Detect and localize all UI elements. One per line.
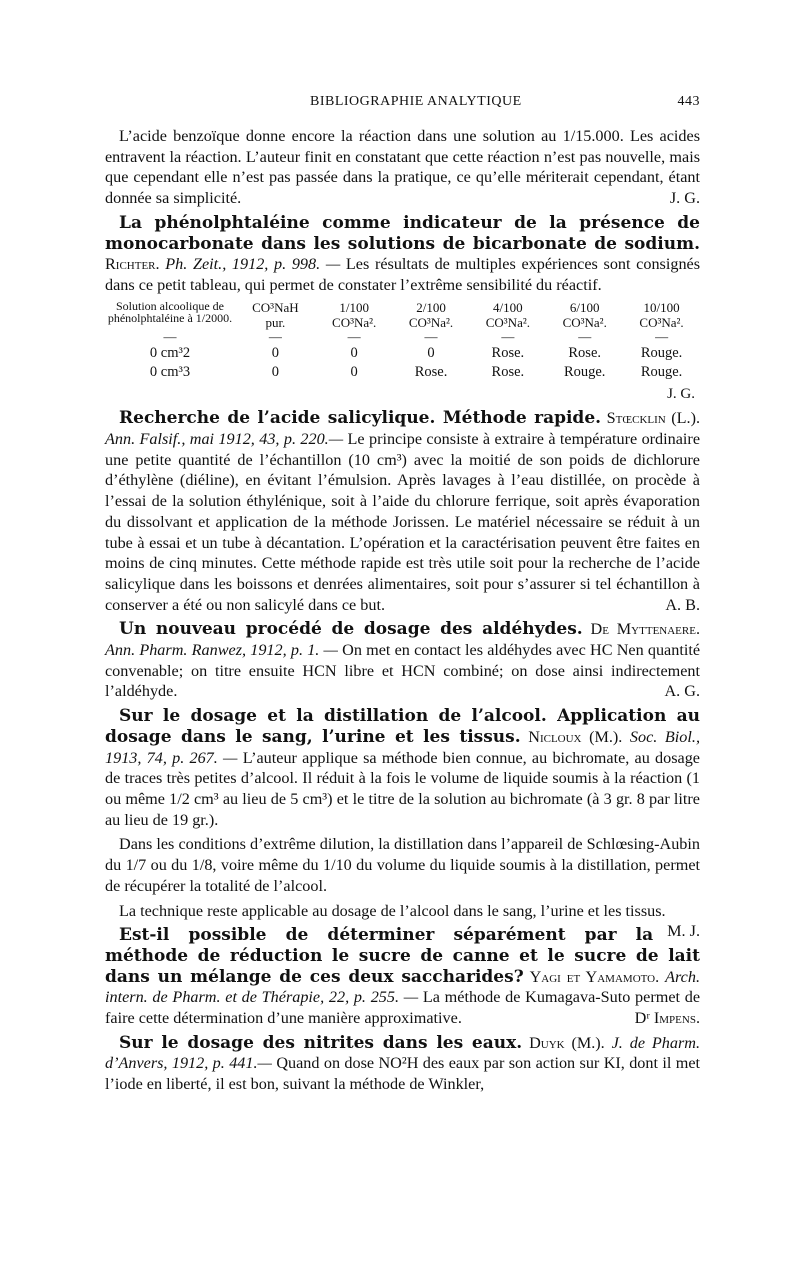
abstract-paragraph — [105, 925, 700, 1029]
table-cell: 0 — [271, 344, 279, 361]
table-cell: Rouge. — [640, 344, 683, 361]
abstract-paragraph — [105, 213, 700, 296]
abstract-reference: J. de Pharm. d’Anvers, 1912, p. 441.— — [105, 1033, 701, 1073]
abstract-paragraph — [105, 408, 700, 615]
table-cell: 0 — [350, 363, 358, 380]
abstract-title: Sur le dosage des nitrites dans les eaux. — [119, 1032, 523, 1053]
table-header-row-1 — [105, 300, 700, 315]
table-dash: — — [163, 328, 177, 344]
table-column-header: 4/100 — [493, 299, 523, 315]
abstract-signature: J. G. — [669, 189, 700, 208]
table-cell: Rose. — [491, 344, 525, 361]
page-body — [105, 126, 700, 1099]
abstract-title: Recherche de l’acide salicylique. Méthode rapide. — [119, 408, 602, 429]
abstract-paragraph — [105, 901, 700, 941]
table-column-header: 6/100 — [569, 299, 600, 315]
table-column-header: 2/100 — [416, 299, 446, 315]
page-number: 443 — [677, 94, 700, 109]
abstract-signature: M. J. — [667, 922, 700, 941]
table-dash: — — [578, 328, 592, 344]
table-cell: 0 cm³3 — [149, 363, 191, 380]
table-row — [105, 363, 700, 382]
table-dash-row — [105, 330, 700, 344]
table-cell: 0 — [427, 344, 435, 361]
abstract-author: Nicloux (M.). — [528, 727, 623, 746]
abstract-signature: A. G. — [664, 682, 700, 701]
abstract-author: Richter. — [105, 255, 160, 274]
abstract-signature: A. B. — [665, 595, 700, 614]
table-column-subheader: CO³Na². — [639, 314, 684, 330]
abstract-text: Le principe consiste à extraire à température ordinaire une petite quantité de l’échantillon (10 cm³) avec la moitié de son poids de dichlorure d’éthylène (diéline), en évitant l’émulsion. Après lavages à l’eau distillée, on procède à l’essai de la solution éthylénique, soit à l’aide du chlorure ferrique, soit après évaporation du dissolvant et application de la méthode Jorissen. Le matériel nécessaire se réduit à un tube à essai et un tube à décantation. L’opération et la caractérisation peuvent être faites en moins de cinq minutes. Cette méthode rapide est très utile soit pour la recherche de l’acide salicylique dans les boissons et denrées alimentaires, soit pour s’assurer si tel échantillon à conserver a été ou non salicylé dans ce but. — [105, 430, 701, 614]
abstract-author: Stœcklin (L.). — [606, 409, 701, 428]
table-cell: 0 — [271, 363, 279, 380]
abstract-paragraph — [105, 1033, 700, 1095]
table-cell: Rouge. — [563, 363, 606, 380]
abstract-reference: Ann. Falsif., mai 1912, 43, p. 220.— — [105, 430, 344, 449]
table-cell: 0 — [350, 344, 358, 361]
table-cell: Rouge. — [640, 363, 683, 380]
table-column-subheader: CO³Na². — [485, 314, 530, 330]
table-column-header: 1/100 — [339, 299, 369, 315]
table-dash: — — [424, 328, 438, 344]
abstract-reference: Ann. Pharm. Ranwez, 1912, p. 1. — — [105, 641, 338, 660]
abstract-text: La méthode de Kumagava-Suto permet de faire cette détermination d’une manière approximative. — [105, 988, 701, 1028]
abstract-text: L’acide benzoïque donne encore la réaction dans une solution au 1/15.000. Les acides entravent la réaction. L’auteur finit en constatant que cette réaction n’est pas nouvelle, mais que cependant elle n’est pas passée dans la pratique, ce qu’elle mériterait cependant, étant donnée sa simplicité. — [105, 127, 700, 208]
table-row — [105, 344, 700, 363]
table-row-header: Solution alcoolique de phénolphtaléine à 1/2000. — [107, 298, 233, 325]
table-cell: Rose. — [414, 363, 448, 380]
table-cell: Rose. — [491, 363, 525, 380]
table-column-header: 10/100 — [643, 299, 680, 315]
abstract-title: Sur le dosage et la distillation de l’alcool. Application au dosage dans le sang, l’urine et les tissus. — [105, 706, 700, 747]
abstract-text: Les résultats de multiples expériences sont consignés dans ce petit tableau, qui permet de constater l’extrême sensibilité du réactif. — [105, 255, 701, 294]
table-column-subheader: CO³Na². — [408, 314, 454, 330]
abstract-paragraph — [105, 706, 700, 830]
abstract-paragraph — [105, 619, 700, 702]
abstract-reference: Ph. Zeit., 1912, p. 998. — — [165, 255, 341, 274]
abstract-reference: Arch. intern. de Pharm. et de Thérapie, 22, p. 255. — — [105, 967, 701, 1007]
abstract-title: Est-il possible de déterminer séparément par la méthode de réduction le sucre de canne et le sucre de lait dans un mélange de ces deux saccharides? — [105, 925, 700, 987]
table-column-subheader: CO³Na². — [332, 314, 377, 330]
table-cell: Rose. — [568, 344, 602, 361]
abstract-signature: Dʳ Impens. — [634, 1009, 700, 1028]
abstract-author: De Myttenaere. — [590, 620, 700, 639]
table-signature: J. G. — [667, 385, 695, 402]
abstract-title: La phénolphtaléine comme indicateur de la présence de monocarbonate dans les solutions de bicarbonate de sodium. — [105, 212, 700, 254]
abstract-title: Un nouveau procédé de dosage des aldéhydes. — [119, 619, 583, 640]
table-dash: — — [655, 328, 669, 344]
table-cell: 0 cm³2 — [149, 344, 191, 361]
abstract-text: L’auteur applique sa méthode bien connue, au bichromate, au dosage de traces très petites d’alcool. Il réduit à la fois le volume de liquide soumis à la réaction (1 ou même 1/2 cm³ au lieu de 5 cm³) et le titre de la solution au bichromate (à 3 gr. 8 par litre au lieu de 19 gr.). — [105, 748, 700, 829]
abstract-paragraph: Dans les conditions d’extrême dilution, la distillation dans l’appareil de Schlœsing-Aubin du 1/7 ou du 1/8, voire même du 1/10 du volume du liquide soumis à la distillation, permet de récupérer la totalité de l’alcool. — [105, 835, 700, 895]
abstract-text: La technique reste applicable au dosage de l’alcool dans le sang, l’urine et les tissus. — [119, 901, 666, 920]
table-column-subheader: pur. — [265, 314, 286, 330]
table-column-subheader: CO³Na². — [562, 314, 607, 330]
table-dash: — — [501, 328, 515, 344]
running-header — [105, 94, 700, 116]
abstract-author: Yagi et Yamamoto. — [529, 967, 660, 986]
results-table — [105, 300, 700, 382]
running-title: BIBLIOGRAPHIE ANALYTIQUE — [310, 94, 522, 109]
abstract-author: Duyk (M.). — [529, 1033, 605, 1052]
abstract-reference: Soc. Biol., 1913, 74, p. 267. — — [105, 727, 700, 767]
abstract-text: On met en contact les aldéhydes avec HC Nen quantité convenable; on titre ensuite HCN libre et HCN combiné; on dose ainsi indirectement l’aldéhyde. — [105, 641, 701, 701]
abstract-paragraph — [105, 126, 700, 209]
table-dash: — — [268, 328, 282, 344]
table-column-header: CO³NaH — [252, 299, 299, 315]
table-dash: — — [347, 328, 361, 344]
abstract-text: Quand on dose NO²H des eaux par son action sur KI, dont il met l’iode en liberté, il est bon, suivant la méthode de Winkler, — [105, 1054, 701, 1094]
